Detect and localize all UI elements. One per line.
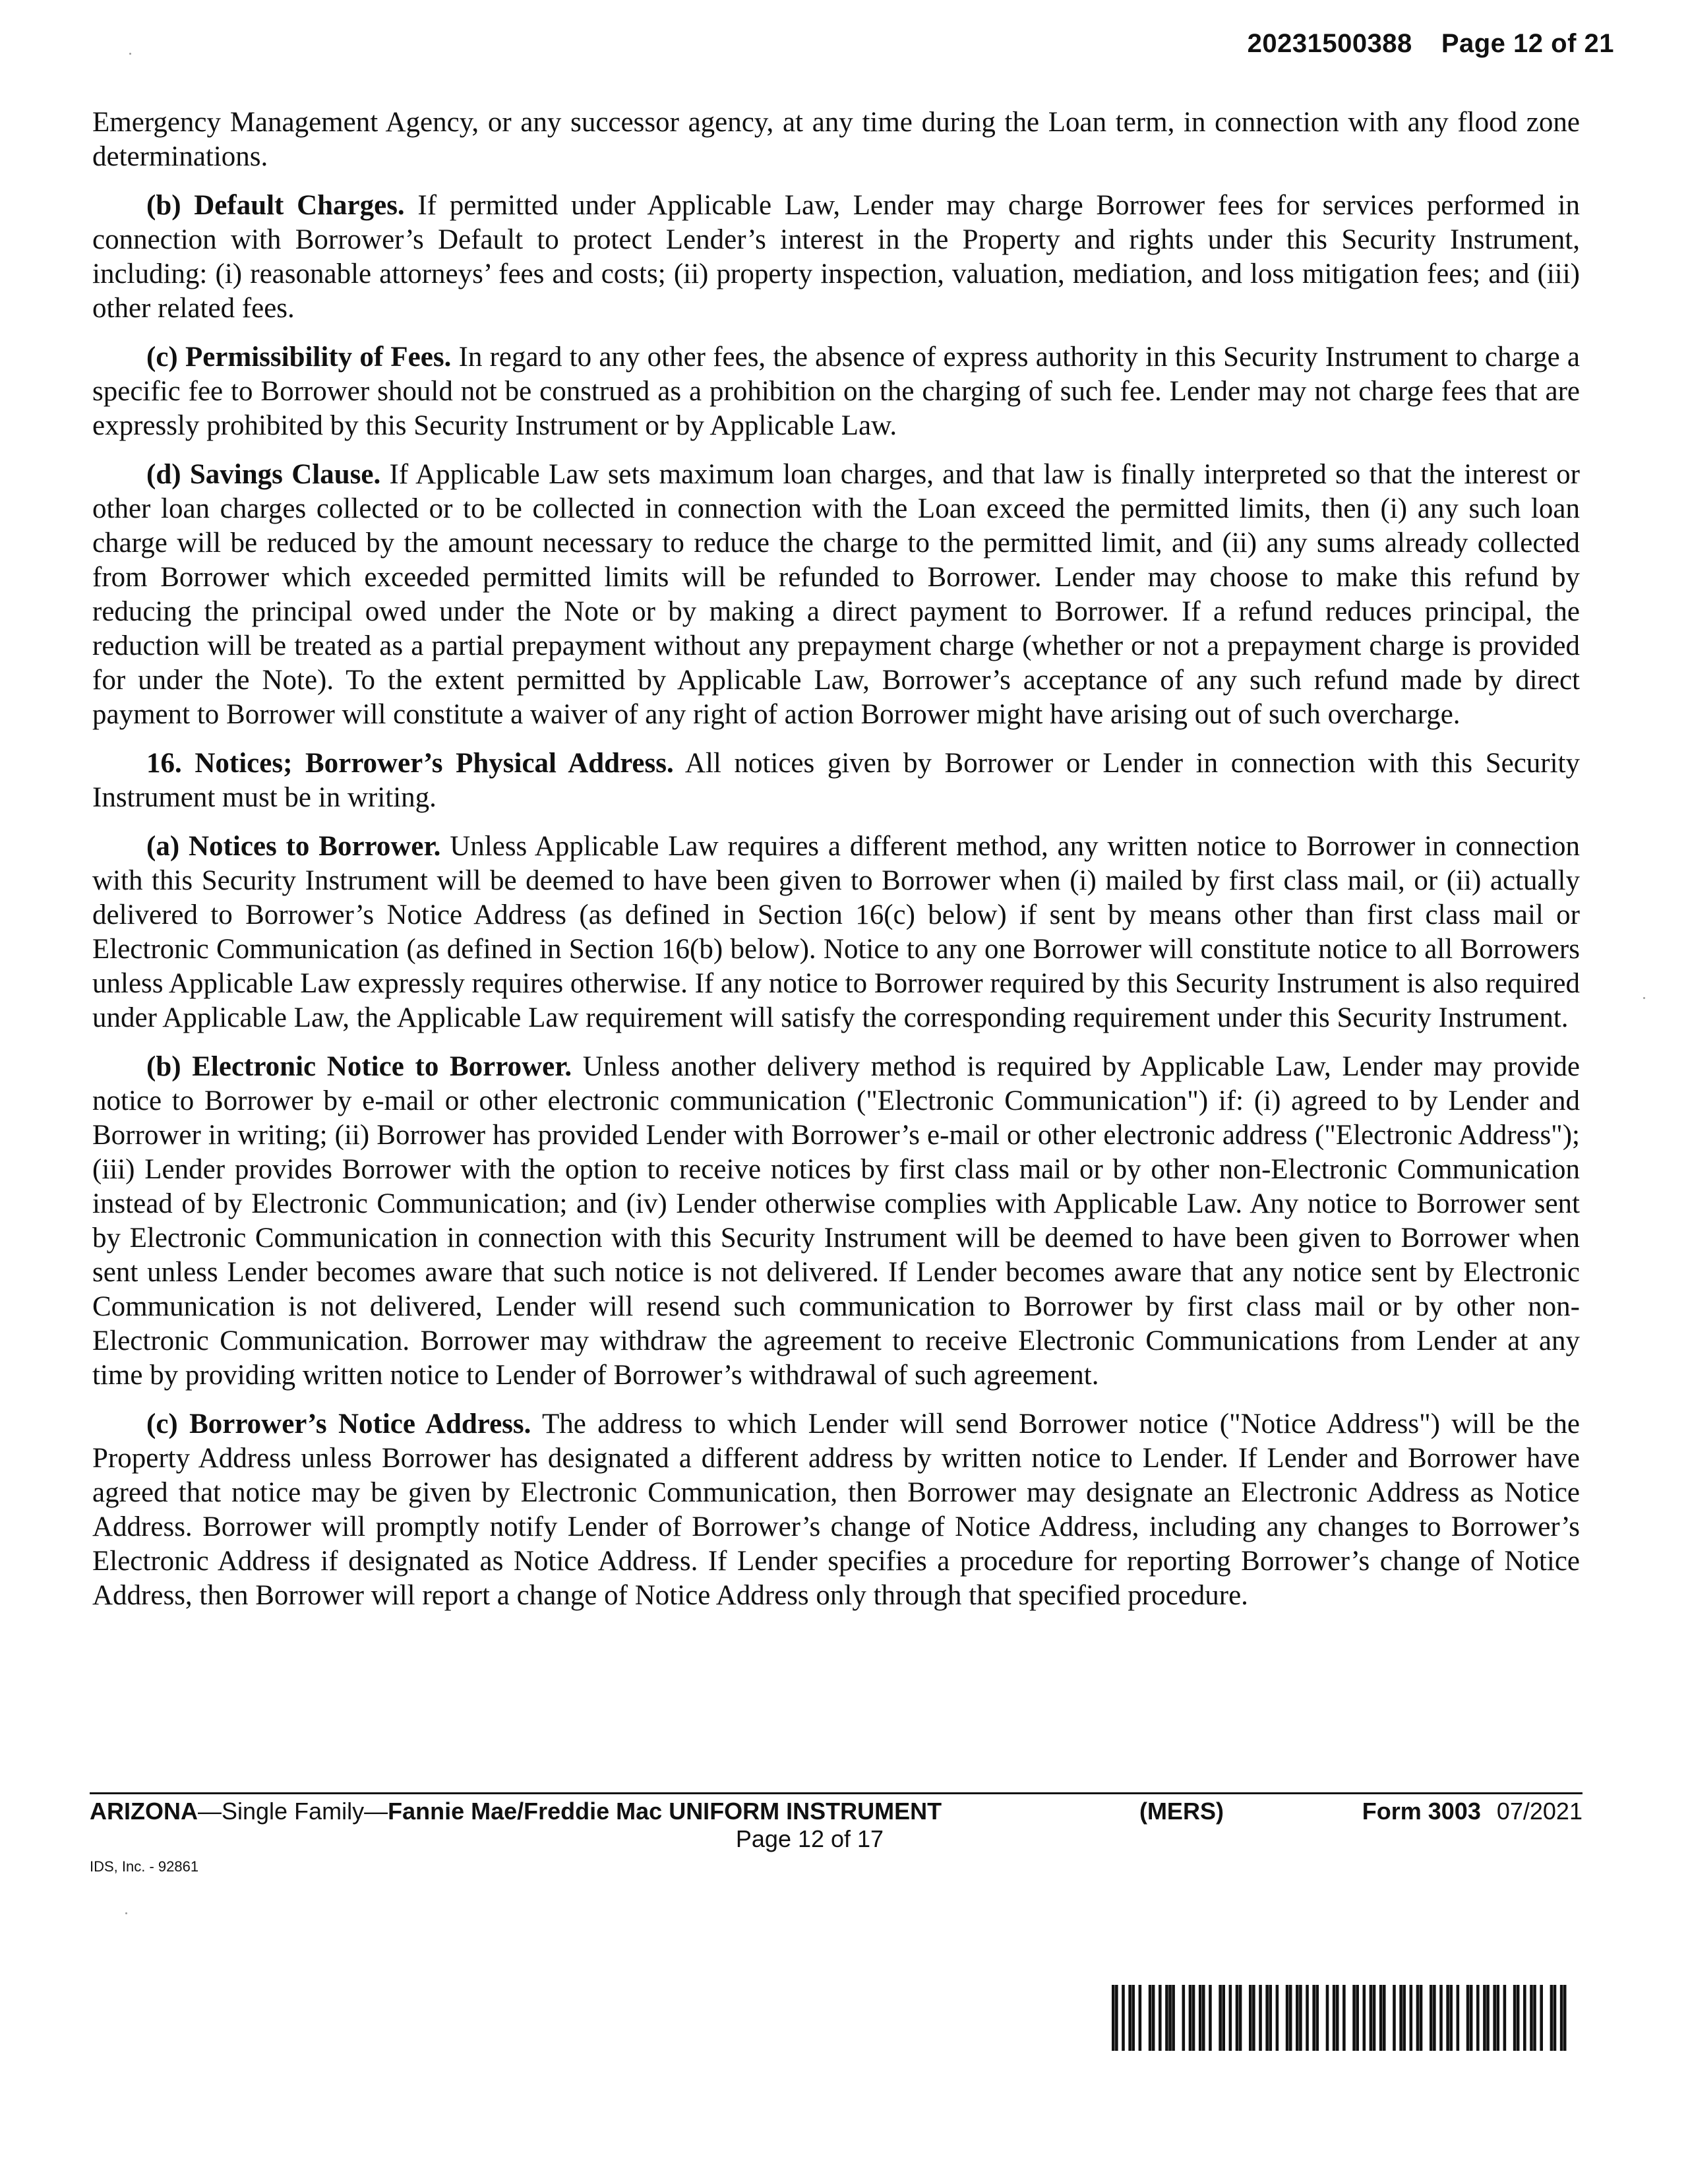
barcode-bar bbox=[1466, 1985, 1470, 2051]
barcode-bar bbox=[1530, 1985, 1533, 2051]
barcode-bar bbox=[1239, 1985, 1242, 2051]
barcode-bar bbox=[1416, 1985, 1420, 2051]
barcode-bar bbox=[1172, 1985, 1175, 2051]
barcode-bar bbox=[1115, 1985, 1118, 2051]
barcode-bar bbox=[1486, 1985, 1490, 2051]
barcode-bar bbox=[1131, 1985, 1135, 2051]
barcode-bar bbox=[1373, 1985, 1376, 2051]
barcode-bar bbox=[1249, 1985, 1252, 2051]
barcode-bar bbox=[1402, 1985, 1406, 2051]
barcode-bar bbox=[1333, 1985, 1336, 2051]
barcode-bar bbox=[1470, 1985, 1473, 2051]
paragraph-permissibility-of-fees bbox=[92, 340, 1580, 443]
barcode-bar bbox=[1383, 1985, 1386, 2051]
barcode-bar bbox=[1192, 1985, 1195, 2051]
barcode-bar bbox=[1363, 1985, 1366, 2051]
barcode-bar bbox=[1259, 1985, 1262, 2051]
barcode-bar bbox=[1476, 1985, 1480, 2051]
paragraph-heading: (b) Electronic Notice to Borrower. bbox=[146, 1051, 572, 1082]
barcode-bar bbox=[1399, 1985, 1402, 2051]
paragraph-text: The address to which Lender will send Borrower notice ("Notice Address") will be the Property Address unless Borrower has designated a different address by written notice to Lender. If Lender and Borrower have agreed that notice may be given by Electronic Communication, then Borrower may designate an Electronic Address as Notice Address. Borrower will promptly notify Lender of Borrower’s change of Notice Address, including any changes to Borrower’s Electronic Address if designated as Notice Address. If Lender specifies a procedure for reporting Borrower’s change of Notice Address, then Borrower will report a change of Notice Address only through that specified procedure. bbox=[92, 1409, 1580, 1611]
barcode-bar bbox=[1199, 1985, 1202, 2051]
barcode-bar bbox=[1236, 1985, 1239, 2051]
paragraph-default-charges bbox=[92, 189, 1580, 326]
barcode-bar bbox=[1159, 1985, 1162, 2051]
paragraph-savings-clause bbox=[92, 458, 1580, 732]
paragraph-text: All notices given by Borrower or Lender in connection with this Security Instrument must be in writing. bbox=[92, 748, 1580, 813]
recording-page-label: Page 12 of 21 bbox=[1441, 29, 1614, 58]
footer-form-id bbox=[1362, 1797, 1582, 1826]
barcode-bar bbox=[1152, 1985, 1155, 2051]
barcode-bar bbox=[1165, 1985, 1168, 2051]
barcode-bar bbox=[1342, 1985, 1346, 2051]
barcode-bar bbox=[1269, 1985, 1272, 2051]
footer-page-number: Page 12 of 17 bbox=[735, 1825, 884, 1852]
barcode-bar bbox=[1439, 1985, 1443, 2051]
barcode-bar bbox=[1433, 1985, 1436, 2051]
barcode-bar bbox=[1326, 1985, 1329, 2051]
barcode-bar bbox=[1128, 1985, 1131, 2051]
barcode-bar bbox=[1493, 1985, 1496, 2051]
paragraph-text: In regard to any other fees, the absence of express authority in this Security Instrument to charge a specific fee to Borrower should not be construed as a prohibition on the charging of such fee. Lender may not charge fees that are expressly prohibited by this Security Instrument or by Applicable Law. bbox=[92, 342, 1581, 441]
barcode-bar bbox=[1112, 1985, 1115, 2051]
barcode-bar bbox=[1306, 1985, 1309, 2051]
barcode-bar bbox=[1296, 1985, 1299, 2051]
barcode-bar bbox=[1252, 1985, 1255, 2051]
barcode-bar bbox=[1379, 1985, 1383, 2051]
section-heading: 16. Notices; Borrower’s Physical Address. bbox=[146, 748, 674, 779]
paragraph-notice-address bbox=[92, 1407, 1580, 1613]
paragraph-text: Emergency Management Agency, or any successor agency, at any time during the Loan term, in connection with any flood zone determinations. bbox=[92, 107, 1580, 172]
scan-speck bbox=[1643, 997, 1645, 999]
barcode-bar bbox=[1393, 1985, 1396, 2051]
barcode-bar bbox=[1370, 1985, 1373, 2051]
barcode-bar bbox=[1352, 1985, 1356, 2051]
barcode-bar bbox=[1410, 1985, 1413, 2051]
barcode-bar bbox=[1517, 1985, 1520, 2051]
footer-form-date: 07/2021 bbox=[1496, 1798, 1582, 1825]
paragraph-text: If permitted under Applicable Law, Lender may charge Borrower fees for services performed in connection with Borrower’s Default to protect Lender’s interest in the Property and rights under this Security Instrument, including: (i) reasonable attorneys’ fees and costs; (ii) property inspection, valuation, mediation, and loss mitigation fees; and (iii) other related fees. bbox=[92, 190, 1580, 324]
footer-state: ARIZONA bbox=[90, 1798, 198, 1825]
barcode-bar bbox=[1229, 1985, 1232, 2051]
barcode-bar bbox=[1139, 1985, 1142, 2051]
paragraph-heading: (c) Borrower’s Notice Address. bbox=[146, 1409, 531, 1440]
barcode-bar bbox=[1457, 1985, 1460, 2051]
form-footer bbox=[90, 1792, 1582, 1876]
footer-form-description bbox=[90, 1797, 942, 1826]
barcode-bar bbox=[1182, 1985, 1186, 2051]
barcode-bar bbox=[1168, 1985, 1172, 2051]
barcode-bar bbox=[1202, 1985, 1205, 2051]
footer-mers: (MERS) bbox=[1139, 1798, 1224, 1825]
barcode-bar bbox=[1533, 1985, 1536, 2051]
barcode-bar bbox=[1276, 1985, 1279, 2051]
barcode-bar bbox=[1420, 1985, 1423, 2051]
footer-rule bbox=[90, 1792, 1582, 1794]
document-number: 20231500388 bbox=[1247, 29, 1412, 58]
barcode-bar bbox=[1560, 1985, 1563, 2051]
barcode-bar bbox=[1209, 1985, 1212, 2051]
barcode-bar bbox=[1449, 1985, 1453, 2051]
footer-form-number: Form 3003 bbox=[1362, 1798, 1481, 1825]
paragraph-heading: (a) Notices to Borrower. bbox=[146, 831, 441, 862]
barcode-bar bbox=[1286, 1985, 1289, 2051]
barcode-bar bbox=[1149, 1985, 1152, 2051]
barcode-bar bbox=[1483, 1985, 1486, 2051]
barcode-bar bbox=[1553, 1985, 1557, 2051]
barcode-bar bbox=[1446, 1985, 1449, 2051]
barcode-bar bbox=[1523, 1985, 1526, 2051]
paragraph-heading: (d) Savings Clause. bbox=[146, 459, 381, 490]
barcode-bar bbox=[1299, 1985, 1302, 2051]
barcode-bar bbox=[1315, 1985, 1319, 2051]
barcode-bar bbox=[1550, 1985, 1553, 2051]
barcode-bar bbox=[1496, 1985, 1499, 2051]
barcode-bar bbox=[1356, 1985, 1359, 2051]
barcode-bar bbox=[1503, 1985, 1507, 2051]
footer-form-line bbox=[90, 1797, 1582, 1826]
paragraph-text: Unless another delivery method is required by Applicable Law, Lender may provide notice to Borrower by e-mail or other electronic communication ("Electronic Communication") if: (i) agreed to by Lender and Borrower in writing; (ii) Borrower has provided Lender with Borrower’s e-mail or other electronic address ("Electronic Address"); (iii) Lender provides Borrower with the option to receive notices by first class mail or by other non-Electronic Communication instead of by Electronic Communication; and (iv) Lender otherwise complies with Applicable Law. Any notice to Borrower sent by Electronic Communication in connection with this Security Instrument will be deemed to have been given to Borrower when sent unless Lender becomes aware that such notice is not delivered. If Lender becomes aware that any notice sent by Electronic Communication is not delivered, Lender will resend such communication to Borrower by first class mail or by other non-Electronic Communication. Borrower may withdraw the agreement to receive Electronic Communications from Lender at any time by providing written notice to Lender of Borrower’s withdrawal of such agreement. bbox=[92, 1051, 1580, 1391]
scan-speck bbox=[125, 1912, 127, 1914]
paragraph-notices-to-borrower bbox=[92, 830, 1580, 1035]
paragraph-electronic-notice bbox=[92, 1050, 1580, 1393]
barcode bbox=[1112, 1985, 1567, 2051]
paragraph-flood-continuation bbox=[92, 106, 1580, 174]
paragraph-heading: (b) Default Charges. bbox=[146, 190, 405, 221]
barcode-bar bbox=[1430, 1985, 1433, 2051]
barcode-bar bbox=[1513, 1985, 1517, 2051]
footer-vendor-id: IDS, Inc. - 92861 bbox=[90, 1858, 199, 1875]
barcode-bar bbox=[1265, 1985, 1269, 2051]
barcode-bar bbox=[1219, 1985, 1222, 2051]
barcode-bar bbox=[1312, 1985, 1315, 2051]
paragraph-heading: (c) Permissibility of Fees. bbox=[146, 342, 452, 373]
barcode-bar bbox=[1189, 1985, 1192, 2051]
barcode-bar bbox=[1540, 1985, 1543, 2051]
section-16-notices bbox=[92, 746, 1580, 815]
barcode-bar bbox=[1122, 1985, 1125, 2051]
footer-instrument: Fannie Mae/Freddie Mac UNIFORM INSTRUMENT bbox=[388, 1798, 942, 1825]
barcode-bar bbox=[1563, 1985, 1567, 2051]
barcode-bar bbox=[1222, 1985, 1225, 2051]
footer-form-type: —Single Family— bbox=[198, 1798, 388, 1825]
document-body bbox=[92, 106, 1580, 1627]
barcode-bar bbox=[1336, 1985, 1339, 2051]
paragraph-text: Unless Applicable Law requires a different method, any written notice to Borrower in connection with this Security Instrument will be deemed to have been given to Borrower when (i) mailed by first class mail, or (ii) actually delivered to Borrower’s Notice Address (as defined in Section 16(c) below) if sent by means other than first class mail or Electronic Communication (as defined in Section 16(b) below). Notice to any one Borrower will constitute notice to all Borrowers unless Applicable Law expressly requires otherwise. If any notice to Borrower required by this Security Instrument is also required under Applicable Law, the Applicable Law requirement will satisfy the corresponding requirement under this Security Instrument. bbox=[92, 831, 1580, 1033]
barcode-bar bbox=[1289, 1985, 1292, 2051]
scan-speck bbox=[129, 53, 131, 55]
paragraph-text: If Applicable Law sets maximum loan charges, and that law is finally interpreted so that the interest or other loan charges collected or to be collected in connection with the Loan exceed the permitted limits, then (i) any such loan charge will be reduced by the amount necessary to reduce the charge to the permitted limit, and (ii) any sums already collected from Borrower which exceeded permitted limits will be refunded to Borrower. Lender may choose to make this refund by reducing the principal owed under the Note or by making a direct payment to Borrower. If a refund reduces principal, the reduction will be treated as a partial prepayment without any prepayment charge (whether or not a prepayment charge is provided for under the Note). To the extent permitted by Applicable Law, Borrower’s acceptance of any such refund made by direct payment to Borrower will constitute a waiver of any right of action Borrower might have arising out of such overcharge. bbox=[92, 459, 1581, 730]
recording-header bbox=[1248, 29, 1614, 59]
